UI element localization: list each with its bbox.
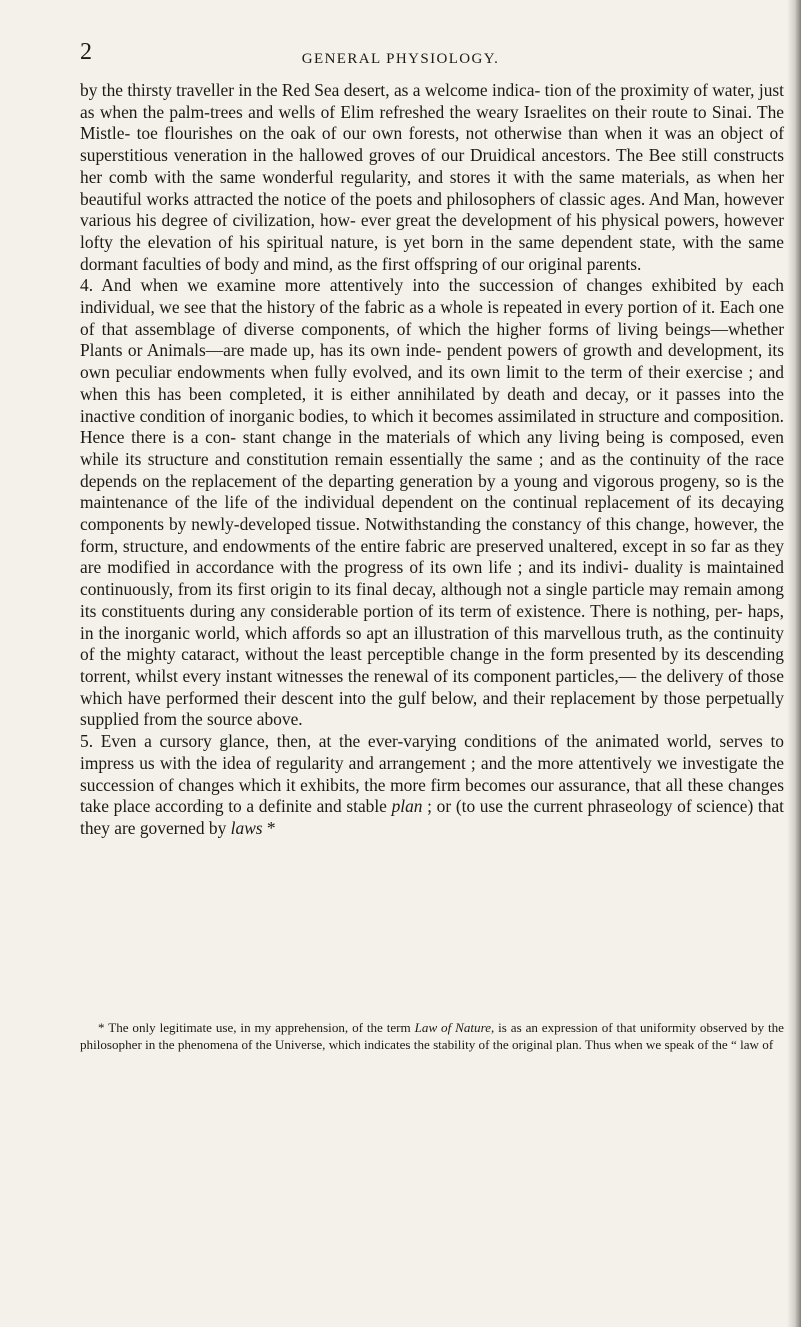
page-edge-shadow xyxy=(787,0,801,1327)
footnote xyxy=(80,1019,784,1053)
running-title: GENERAL PHYSIOLOGY. xyxy=(301,51,500,67)
paragraph-5-text-b: ; or (to use the current phraseology of science) that they are governed by xyxy=(80,796,784,838)
footnote-marker: * xyxy=(262,817,276,838)
italic-plan: plan xyxy=(391,796,423,817)
paragraph-5 xyxy=(80,731,784,840)
footnote-text-a: * The only legitimate use, in my apprehension, of the term xyxy=(98,1020,415,1035)
footnote-text-b: , is as an expression of that uniformity observed by the philosopher in the phenomena of the Universe, which indicates the stability of the original plan. Thus when we speak of the “ law of xyxy=(80,1020,784,1052)
body-text xyxy=(80,80,784,840)
page-number: 2 xyxy=(80,39,92,65)
paragraph-continuation: by the thirsty traveller in the Red Sea desert, as a welcome indica- tion of the proximity of water, just as when the palm-trees and wells of Elim refreshed the weary Israelites on their route to Sinai. The Mistle- toe flourishes on the oak of our own forests, not otherwise than when it was an object of superstitious veneration in the hallowed groves of our Druidical ancestors. The Bee still constructs her comb with the same wonderful regularity, and stores it with the same materials, as when her beautiful works attracted the notice of the poets and philosophers of classic ages. And Man, however various his degree of civilization, how- ever great the development of his physical powers, however lofty the elevation of his spiritual nature, is yet born in the same dependent state, with the same dormant faculties of body and mind, as the first offspring of our original parents. xyxy=(80,80,784,274)
italic-laws: laws xyxy=(230,817,263,838)
paragraph-4: 4. And when we examine more attentively into the succession of changes exhibited by each individual, we see that the history of the fabric as a whole is repeated in every portion of it. Each one of that assemblage of diverse components, of which the higher forms of living beings—whether Plants or Animals—are made up, has its own inde- pendent powers of growth and development, its own peculiar endowments when fully evolved, and its own limit to the term of their exercise ; and when this has been completed, it is either annihilated by death and decay, or it passes into the inactive condition of inorganic bodies, to which it becomes assimilated in structure and composition. Hence there is a con- stant change in the materials of which any living being is composed, even while its structure and constitution remain essentially the same ; and as the continuity of the race depends on the replacement of the departing generation by a young and vigorous progeny, so is the maintenance of the life of the individual dependent on the continual replacement of its decaying components by newly-developed tissue. Notwithstanding the constancy of this change, however, the form, structure, and endowments of the entire fabric are preserved unaltered, except in so far as they are modified in accordance with the progress of its own life ; and its indivi- duality is maintained continuously, from its first origin to its final decay, although not a single particle may remain among its constituents during any considerable portion of its term of existence. There is nothing, per- haps, in the inorganic world, which affords so apt an illustration of this marvellous truth, as the continuity of the mighty cataract, without the least perceptible change in the form presented by its descending torrent, whilst every instant witnesses the renewal of its component particles,— the delivery of those which have performed their descent into the gulf below, and their replacement by those perpetually supplied from the source above. xyxy=(80,275,784,730)
paragraph-5-text-a: 5. Even a cursory glance, then, at the ever-varying conditions of the animated world, serves to impress us with the idea of regularity and arrangement ; and the more attentively we investigate the succession of changes which it exhibits, the more firm becomes our assurance, that all these changes take place according to a definite and stable xyxy=(80,731,784,817)
footnote-italic-term: Law of Nature xyxy=(414,1020,492,1035)
